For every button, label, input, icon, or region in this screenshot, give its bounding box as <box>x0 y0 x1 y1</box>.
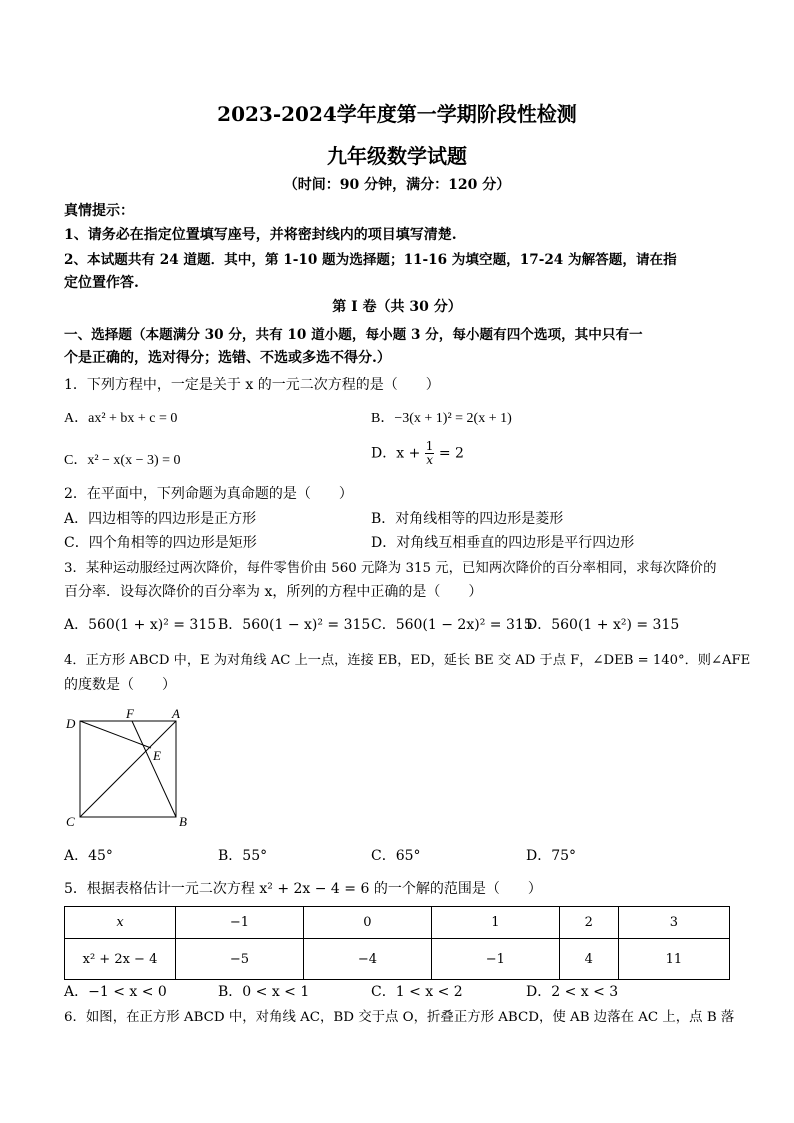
q1-option-c: C．x² − x(x − 3) = 0 <box>64 453 181 468</box>
label-c: C <box>66 814 75 829</box>
exam-meta: （时间：90 分钟，满分：120 分） <box>283 177 511 193</box>
q1-option-d-numerator: 1 <box>425 439 434 453</box>
q4-figure <box>60 704 196 834</box>
q2-option-a: A．四边相等的四边形是正方形 <box>64 511 257 527</box>
label-f: F <box>126 706 134 721</box>
q2-stem: 2．在平面中，下列命题为真命题的是（ ） <box>64 486 353 502</box>
table-cell: x <box>65 907 176 939</box>
table-cell: −1 <box>431 939 559 980</box>
q1-option-d <box>371 440 464 467</box>
q1-option-d-fraction <box>425 440 435 467</box>
table-cell: 1 <box>431 907 559 939</box>
table-cell: −1 <box>176 907 304 939</box>
q4-option-d: D．75° <box>526 848 577 864</box>
section-title: 第 I 卷（共 30 分） <box>332 299 462 315</box>
q3-option-c: C．560(1 − 2x)² = 315 <box>371 617 533 633</box>
table-cell: 11 <box>618 939 729 980</box>
table-row <box>65 939 730 980</box>
q1-option-d-suffix: = 2 <box>438 445 464 462</box>
q5-stem: 5．根据表格估计一元二次方程 x² + 2x − 4 = 6 的一个解的范围是（ ） <box>64 881 542 897</box>
q1-option-d-denominator: x <box>426 453 433 467</box>
q1-option-d-prefix: D．x + <box>371 445 421 462</box>
q3-option-b: B．560(1 − x)² = 315 <box>218 617 371 633</box>
table-cell: 4 <box>559 939 618 980</box>
q1-stem: 1．下列方程中，一定是关于 x 的一元二次方程的是（ ） <box>64 377 440 393</box>
notice-line-2b: 定位置作答. <box>64 275 139 291</box>
q3-stem-a: 3．某种运动服经过两次降价，每件零售价由 560 元降为 315 元，已知两次降价的百分率相同，求每次降价的 <box>64 561 717 576</box>
table-cell: x² + 2x − 4 <box>65 939 176 980</box>
line-de <box>80 721 151 748</box>
q4-stem-a: 4．正方形 ABCD 中，E 为对角线 AC 上一点，连接 EB，ED，延长 BE 交 AD 于点 F，∠DEB = 140°．则∠AFE <box>64 653 751 668</box>
q5-option-a: A．−1 < x < 0 <box>64 984 167 1000</box>
q3-stem-b: 百分率．设每次降价的百分率为 x，所列的方程中正确的是（ ） <box>64 584 483 600</box>
exam-title: 2023-2024学年度第一学期阶段性检测 <box>217 102 577 126</box>
q2-option-c: C．四个角相等的四边形是矩形 <box>64 535 257 551</box>
q6-stem: 6．如图，在正方形 ABCD 中，对角线 AC，BD 交于点 O，折叠正方形 ABCD，使 AB 边落在 AC 上，点 B 落 <box>64 1010 735 1025</box>
notice-line-1: 1、请务必在指定位置填写座号，并将密封线内的项目填写清楚. <box>64 227 457 243</box>
q5-table <box>64 906 730 980</box>
section-intro-b: 个是正确的，选对得分；选错、不选或多选不得分.） <box>64 350 391 366</box>
q1-option-a: A．ax² + bx + c = 0 <box>64 411 178 426</box>
q4-stem-b: 的度数是（ ） <box>64 677 176 693</box>
q5-option-d: D．2 < x < 3 <box>526 984 619 1000</box>
q3-option-a: A．560(1 + x)² = 315 <box>64 617 217 633</box>
q4-option-c: C．65° <box>371 848 421 864</box>
label-b: B <box>179 814 187 829</box>
exam-subtitle: 九年级数学试题 <box>327 144 467 168</box>
q2-option-b: B．对角线相等的四边形是菱形 <box>371 511 564 527</box>
q1-option-b: B．−3(x + 1)² = 2(x + 1) <box>371 411 512 426</box>
label-d: D <box>66 716 76 731</box>
label-a: A <box>172 706 180 721</box>
table-cell: 0 <box>303 907 431 939</box>
notice-label: 真情提示： <box>64 203 134 219</box>
table-cell: −5 <box>176 939 304 980</box>
notice-line-2a: 2、本试题共有 24 道题．其中，第 1-10 题为选择题；11-16 为填空题，17-24 为解答题，请在指 <box>64 252 677 268</box>
line-bf <box>132 721 176 817</box>
label-e: E <box>153 748 161 763</box>
table-cell: 3 <box>618 907 729 939</box>
q5-option-c: C．1 < x < 2 <box>371 984 463 1000</box>
section-intro-a: 一、选择题（本题满分 30 分，共有 10 道小题，每小题 3 分，每小题有四个选项，其中只有一 <box>64 327 643 343</box>
q2-option-d: D．对角线互相垂直的四边形是平行四边形 <box>371 535 635 551</box>
table-row <box>65 907 730 939</box>
q5-option-b: B．0 < x < 1 <box>218 984 310 1000</box>
q3-option-d: D．560(1 + x²) = 315 <box>526 617 680 633</box>
q4-option-b: B．55° <box>218 848 268 864</box>
table-cell: 2 <box>559 907 618 939</box>
diagonal-ac <box>80 721 176 817</box>
q4-option-a: A．45° <box>64 848 113 864</box>
table-cell: −4 <box>303 939 431 980</box>
